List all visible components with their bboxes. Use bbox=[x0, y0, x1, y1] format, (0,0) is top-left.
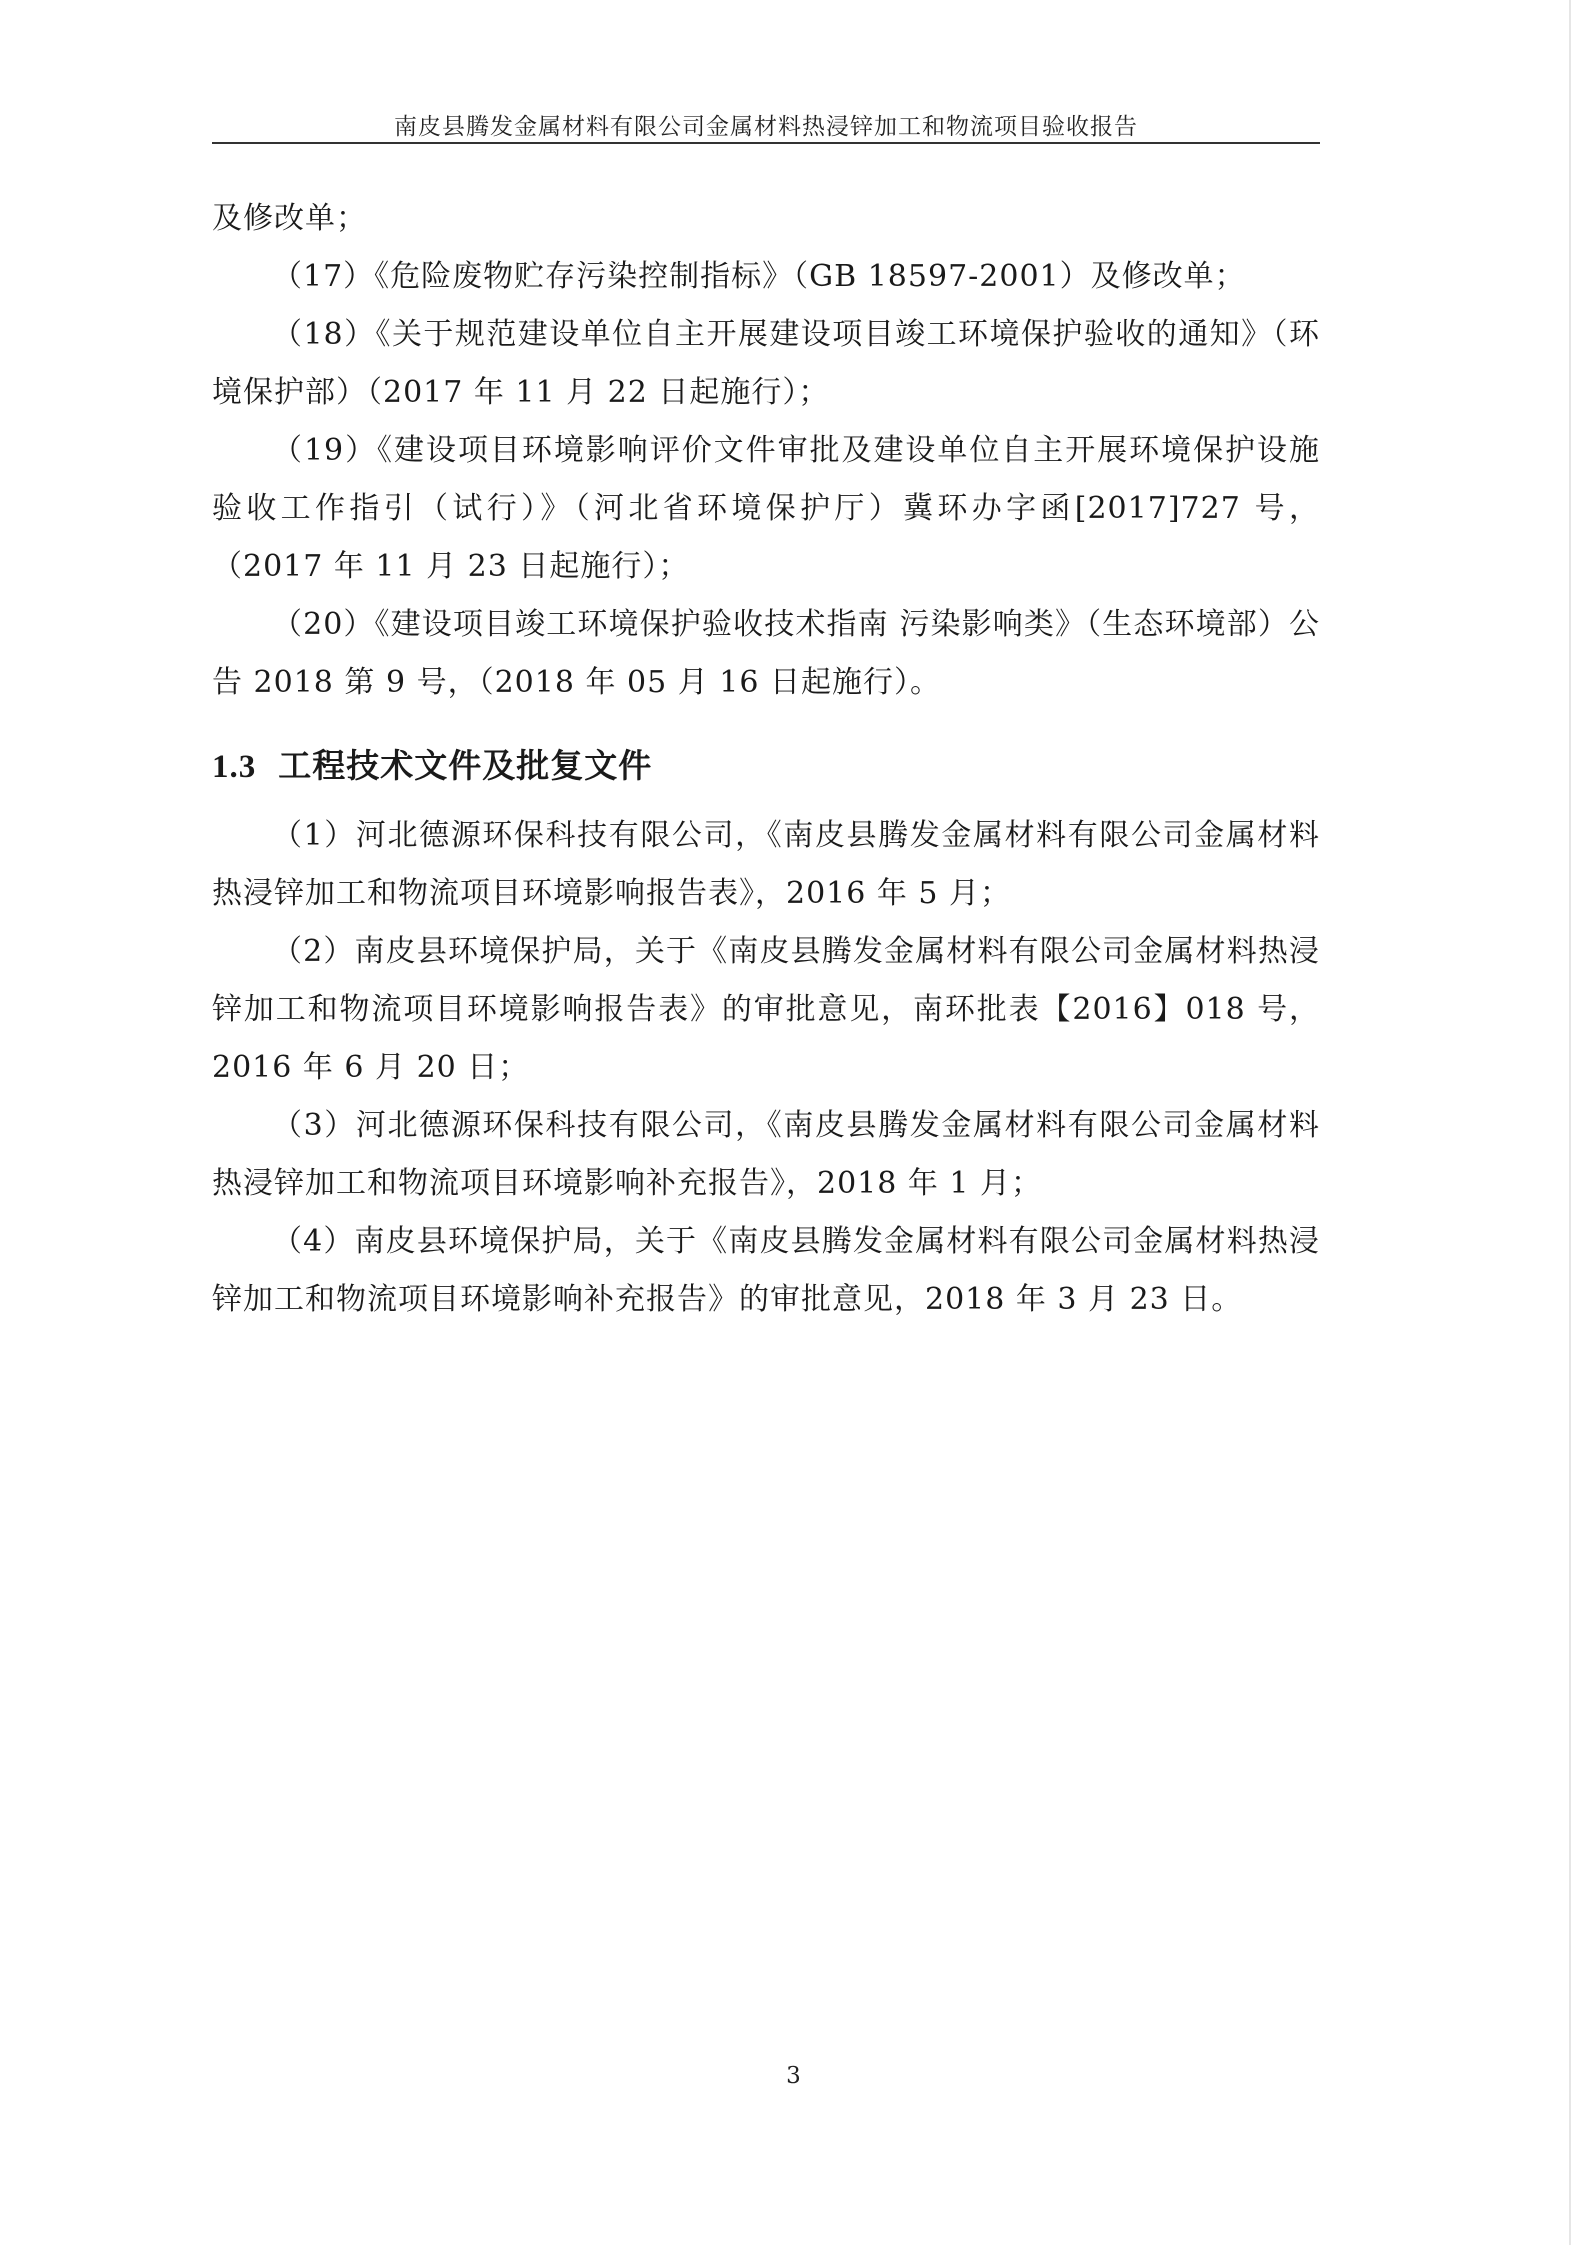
document-item-1: （1）河北德源环保科技有限公司，《南皮县腾发金属材料有限公司金属材料热浸锌加工和物流项目环境影响报告表》，2016 年 5 月； bbox=[212, 818, 1320, 911]
page-number: 3 bbox=[786, 2063, 801, 2089]
reference-item-17: （17）《危险废物贮存污染控制指标》（GB 18597-2001）及修改单； bbox=[272, 259, 1246, 294]
scan-edge-line bbox=[1569, 0, 1571, 2245]
document-body bbox=[212, 190, 1320, 1329]
section-number: 1.3 bbox=[212, 749, 257, 785]
header-rule bbox=[212, 142, 1320, 144]
document-item-2: （2）南皮县环境保护局，关于《南皮县腾发金属材料有限公司金属材料热浸锌加工和物流项目环境影响报告表》的审批意见，南环批表【2016】018 号，2016 年 6 月 20 日； bbox=[212, 934, 1320, 1085]
section-heading bbox=[212, 734, 1320, 799]
reference-item-19: （19）《建设项目环境影响评价文件审批及建设单位自主开展环境保护设施验收工作指引（试行）》（河北省环境保护厅）冀环办字函[2017]727 号，（2017 年 11 月 23 日起施行）； bbox=[212, 433, 1320, 584]
document-item-3: （3）河北德源环保科技有限公司，《南皮县腾发金属材料有限公司金属材料热浸锌加工和物流项目环境影响补充报告》，2018 年 1 月； bbox=[212, 1108, 1320, 1201]
section-title-text: 工程技术文件及批复文件 bbox=[278, 746, 653, 785]
continued-paragraph: 及修改单； bbox=[212, 201, 367, 236]
reference-item-20: （20）《建设项目竣工环境保护验收技术指南 污染影响类》（生态环境部）公告 2018 第 9 号，（2018 年 05 月 16 日起施行）。 bbox=[212, 607, 1320, 700]
running-header: 南皮县腾发金属材料有限公司金属材料热浸锌加工和物流项目验收报告 bbox=[394, 114, 1138, 140]
reference-item-18: （18）《关于规范建设单位自主开展建设项目竣工环境保护验收的通知》（环境保护部）（2017 年 11 月 22 日起施行）； bbox=[212, 317, 1320, 410]
document-item-4: （4）南皮县环境保护局，关于《南皮县腾发金属材料有限公司金属材料热浸锌加工和物流项目环境影响补充报告》的审批意见，2018 年 3 月 23 日。 bbox=[212, 1224, 1320, 1317]
